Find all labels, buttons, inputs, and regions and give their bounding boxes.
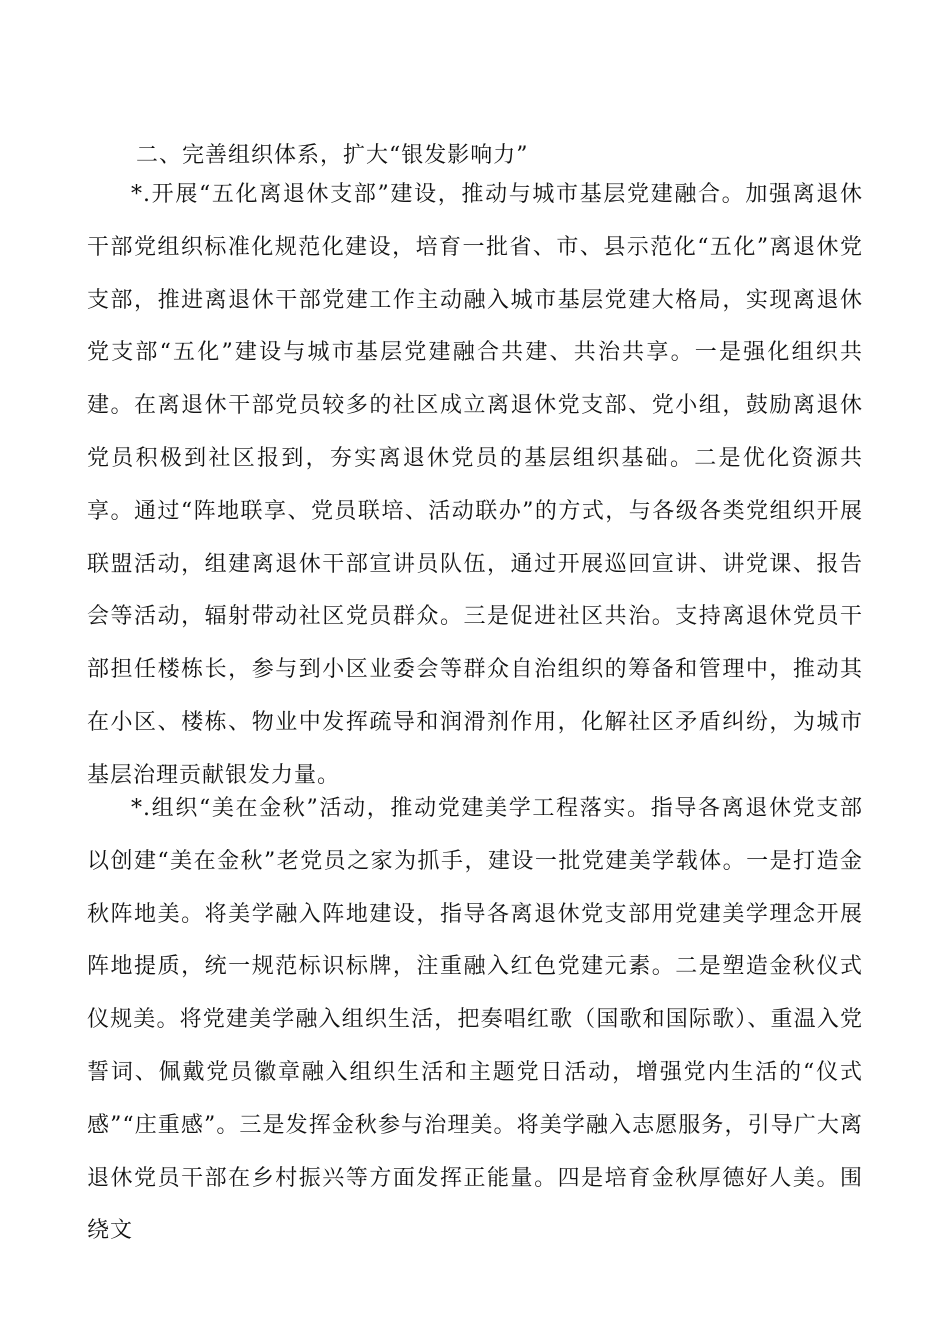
body-paragraph: *.开展“五化离退休支部”建设，推动与城市基层党建融合。加强离退休干部党组织标准化规范化建设，培育一批省、市、县示范化“五化”离退休党支部，推进离退休干部党建工作主动融入城市基层党建大格局，实现离退休党支部“五化”建设与城市基层党建融合共建、共治共享。一是强化组织共建。在离退休干部党员较多的社区成立离退休党支部、党小组，鼓励离退休党员积极到社区报到，夯实离退休党员的基层组织基础。二是优化资源共享。通过“阵地联享、党员联培、活动联办”的方式，与各级各类党组织开展联盟活动，组建离退休干部宣讲员队伍，通过开展巡回宣讲、讲党课、报告会等活动，辐射带动社区党员群众。三是促进社区共治。支持离退休党员干部担任楼栋长，参与到小区业委会等群众自治组织的筹备和管理中，推动其在小区、楼栋、物业中发挥疏导和润滑剂作用，化解社区矛盾纠纷，为城市基层治理贡献银发力量。 <box>87 182 863 788</box>
body-paragraph: *.组织“美在金秋”活动，推动党建美学工程落实。指导各离退休党支部以创建“美在金秋”老党员之家为抓手，建设一批党建美学载体。一是打造金秋阵地美。将美学融入阵地建设，指导各离退休党支部用党建美学理念开展阵地提质，统一规范标识标牌，注重融入红色党建元素。二是塑造金秋仪式仪规美。将党建美学融入组织生活，把奏唱红歌（国歌和国际歌）、重温入党誓词、佩戴党员徽章融入组织生活和主题党日活动，增强党内生活的“仪式感”“庄重感”。三是发挥金秋参与治理美。将美学融入志愿服务，引导广大离退休党员干部在乡村振兴等方面发挥正能量。四是培育金秋厚德好人美。围绕文 <box>87 796 863 1244</box>
section-heading: 二、完善组织体系，扩大“银发影响力” <box>136 143 529 168</box>
